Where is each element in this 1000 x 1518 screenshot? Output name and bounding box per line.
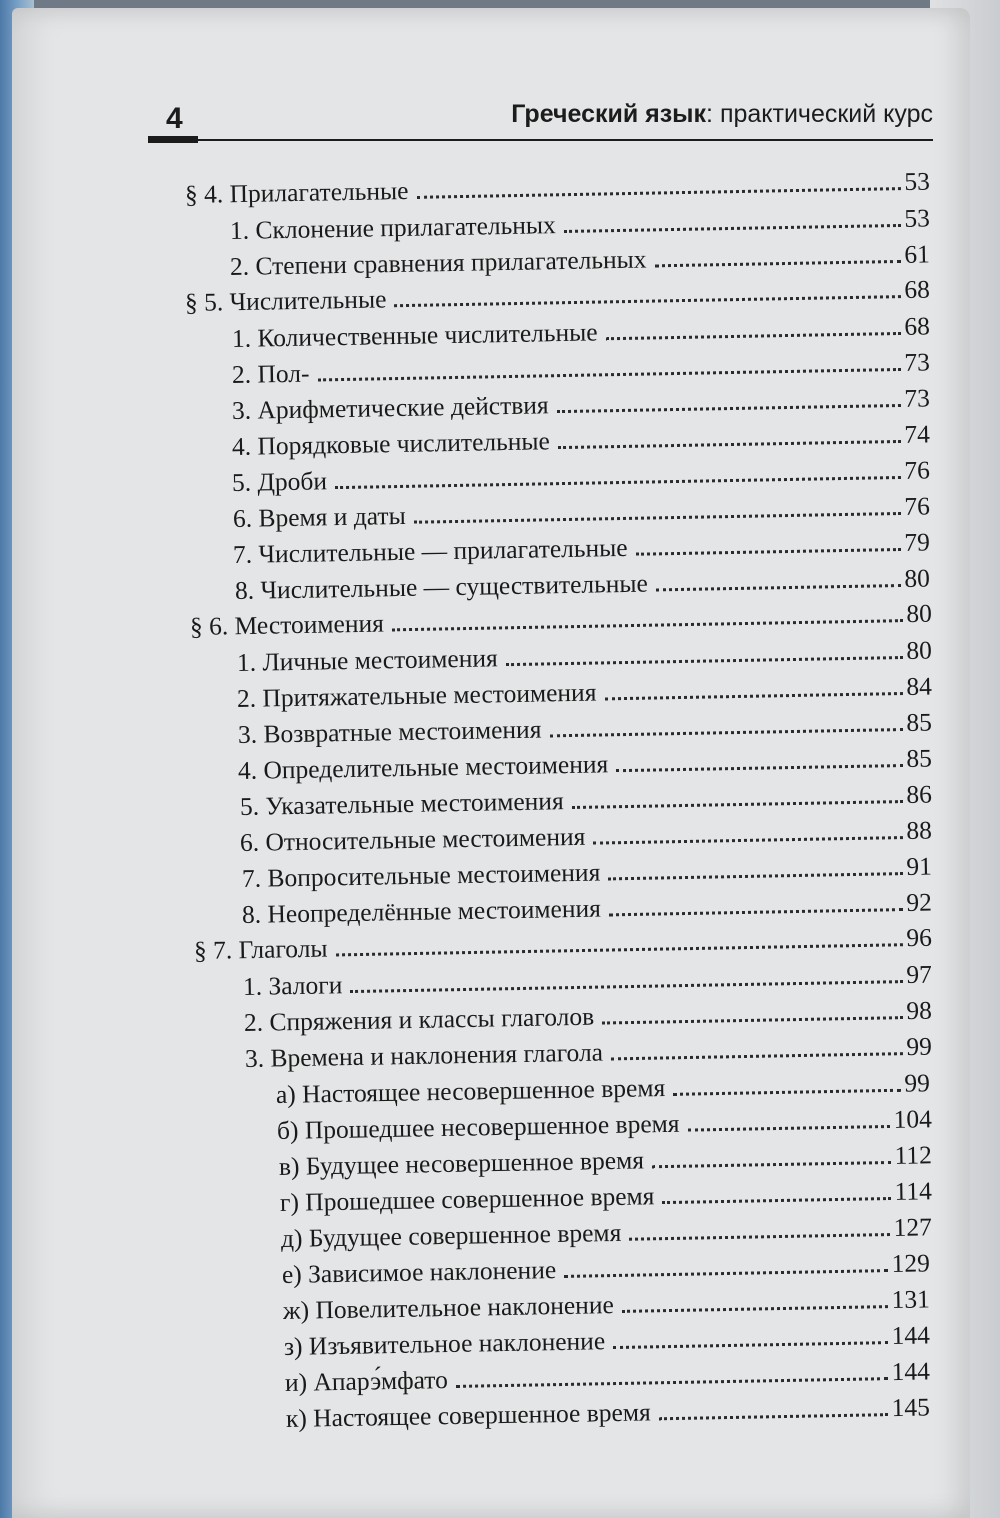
running-title-bold: Греческий язык [511, 100, 707, 128]
toc-entry-title: § 5. Числительные [184, 284, 387, 317]
toc-entry-page-number: 74 [904, 419, 931, 449]
toc-dot-leader [394, 291, 900, 307]
toc-entry-page-number: 98 [906, 995, 933, 1026]
toc-entry-title: § 7. Глаголы [193, 933, 328, 965]
toc-entry-title: 1. Личные местоимения [236, 643, 499, 677]
toc-entry-title: 1. Склонение прилагательных [229, 210, 557, 245]
toc-entry-title: 6. Относительные местоимения [239, 821, 586, 857]
toc-dot-leader [673, 1085, 900, 1096]
toc-entry-page-number: 61 [904, 239, 931, 269]
toc-entry-title: 8. Неопределённые местоимения [241, 893, 602, 929]
toc-entry-title: 2. Степени сравнения прилагательных [229, 244, 647, 281]
toc-dot-leader [662, 1193, 890, 1204]
toc-entry-page-number: 73 [904, 347, 931, 377]
toc-dot-leader [629, 1229, 889, 1241]
toc-entry-page-number: 99 [904, 1068, 931, 1098]
toc-entry-page-number: 92 [906, 887, 933, 918]
toc-dot-leader [564, 220, 901, 233]
toc-dot-leader [608, 868, 902, 880]
toc-dot-leader [622, 1301, 888, 1313]
toc-entry-page-number: 112 [894, 1140, 933, 1170]
toc-entry-page-number: 53 [904, 203, 931, 233]
toc-entry-page-number: 76 [904, 455, 931, 485]
toc-dot-leader [572, 796, 903, 809]
toc-entry-title: и) Апарэ́мфато [284, 1365, 449, 1397]
toc-dot-leader [656, 580, 901, 591]
toc-dot-leader [564, 1265, 888, 1278]
toc-entry-page-number: 85 [906, 707, 933, 737]
toc-dot-leader [616, 760, 902, 772]
toc-entry-page-number: 129 [891, 1248, 931, 1279]
toc-entry-page-number: 127 [893, 1212, 933, 1242]
toc-entry-title: е) Зависимое наклонение [281, 1255, 557, 1289]
toc-dot-leader [557, 400, 901, 413]
toc-entry-page-number: 97 [906, 959, 933, 990]
toc-entry-page-number: 76 [904, 491, 931, 521]
toc-entry-page-number: 131 [891, 1284, 931, 1315]
toc-dot-leader [392, 615, 903, 631]
toc-entry-page-number: 80 [904, 563, 931, 593]
toc-dot-leader [606, 328, 901, 340]
toc-dot-leader [688, 1121, 890, 1132]
toc-entry-title: 5. Указательные местоимения [239, 786, 564, 821]
toc-entry-page-number: 145 [891, 1392, 931, 1423]
toc-dot-leader [318, 364, 901, 381]
toc-entry-title: 2. Пол- [231, 358, 310, 389]
toc-entry-title: в) Будущее несовершенное время [278, 1145, 645, 1181]
toc-entry-page-number: 73 [904, 383, 931, 413]
toc-dot-leader [558, 436, 901, 449]
toc-entry-title: 7. Вопросительные местоимения [241, 857, 601, 893]
toc-entry-page-number: 79 [904, 527, 931, 557]
running-title-rest: : практический курс [706, 100, 933, 128]
toc-entry-page-number: 88 [906, 815, 933, 846]
toc-entry-title: 8. Числительные — существительные [234, 568, 649, 605]
toc-entry-title: з) Изъявительное наклонение [283, 1326, 606, 1361]
toc-dot-leader [593, 832, 902, 845]
toc-entry-page-number: 53 [904, 166, 931, 197]
toc-entry-page-number: 96 [906, 922, 933, 953]
toc-entry-page-number: 85 [906, 743, 933, 773]
toc-dot-leader [456, 1373, 888, 1388]
toc-dot-leader [350, 976, 902, 993]
toc-dot-leader [602, 1012, 902, 1024]
toc-entry-title: 3. Арифметические действия [231, 390, 549, 425]
toc-entry-page-number: 80 [906, 598, 933, 629]
toc-entry-page-number: 68 [904, 311, 931, 341]
toc-dot-leader [416, 183, 900, 199]
toc-entry-title: 2. Притяжательные местоимения [236, 677, 597, 713]
toc-entry-title: 1. Количественные числительные [231, 317, 598, 353]
toc-entry-title: 5. Дроби [231, 466, 328, 497]
toc-entry-page-number: 144 [891, 1320, 931, 1351]
toc-entry-title: 4. Порядковые числительные [231, 426, 551, 461]
toc-dot-leader [655, 256, 901, 267]
toc-dot-leader [335, 472, 901, 489]
toc-dot-leader [549, 724, 902, 737]
toc-dot-leader [613, 1337, 888, 1349]
toc-entry-title: ж) Повелительное наклонение [282, 1290, 615, 1325]
toc-dot-leader [414, 508, 901, 524]
toc-dot-leader [611, 1048, 903, 1060]
toc-entry-page-number: 91 [906, 851, 933, 882]
toc-entry-page-number: 80 [906, 635, 933, 665]
toc-dot-leader [506, 652, 903, 666]
toc-entry-title: § 6. Местоимения [189, 608, 385, 641]
toc-dot-leader [336, 939, 903, 956]
toc-entry-title: 6. Время и даты [232, 500, 406, 533]
toc-entry-title: а) Настоящее несовершенное время [275, 1072, 666, 1109]
toc-entry-title: 3. Возвратные местоимения [237, 714, 542, 749]
page-number: 4 [166, 102, 183, 135]
toc-entry-page-number: 84 [906, 671, 933, 701]
toc-entry-page-number: 144 [891, 1356, 931, 1387]
toc-entry-page-number: 114 [894, 1176, 933, 1206]
toc-entry-title: г) Прошедшее совершенное время [279, 1181, 655, 1217]
toc-entry-title: 1. Залоги [242, 970, 343, 1001]
toc-entry-title: 4. Определительные местоимения [237, 749, 609, 785]
toc-dot-leader [636, 544, 901, 556]
toc-entry-page-number: 68 [904, 274, 931, 305]
toc-entry-title: 2. Спряжения и классы глаголов [243, 1001, 595, 1037]
toc-dot-leader [652, 1157, 891, 1168]
toc-dot-leader [659, 1409, 888, 1420]
toc-entry-title: § 4. Прилагательные [184, 175, 409, 209]
toc-entry-title: 7. Числительные — прилагательные [232, 532, 628, 569]
toc-entry-page-number: 104 [893, 1104, 933, 1134]
toc-entry-title: д) Будущее совершенное время [280, 1217, 622, 1253]
toc-entry-title: к) Настоящее совершенное время [285, 1397, 651, 1433]
toc-dot-leader [604, 688, 902, 700]
toc-entry-page-number: 99 [906, 1031, 933, 1062]
toc-entry-title: б) Прошедшее несовершенное время [276, 1108, 680, 1145]
toc-entry-title: 3. Времена и наклонения глагола [244, 1037, 604, 1073]
toc-entry-page-number: 86 [906, 779, 933, 810]
toc-dot-leader [609, 904, 903, 916]
